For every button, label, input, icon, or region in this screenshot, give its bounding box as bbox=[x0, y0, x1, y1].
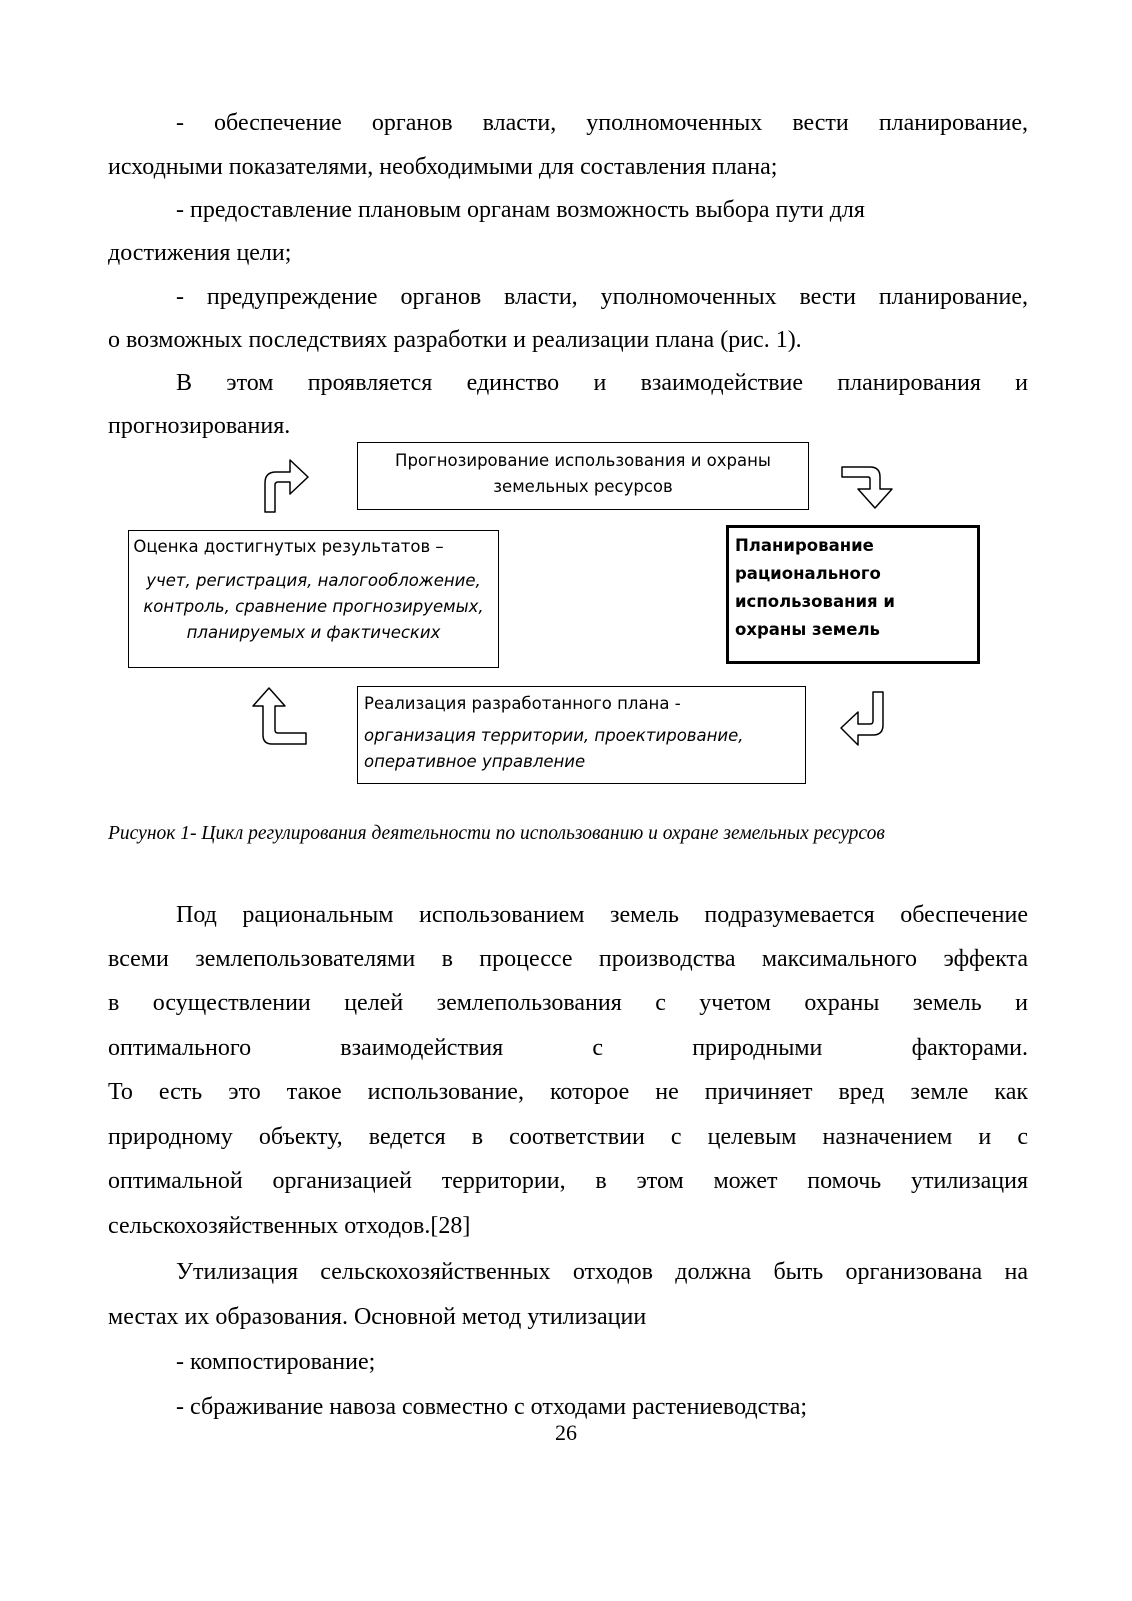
box-planning-line2: рационального bbox=[735, 564, 881, 583]
box-implementation-line2: оперативное управление bbox=[364, 752, 586, 771]
box-forecasting-line1: Прогнозирование использования и охраны bbox=[395, 451, 771, 470]
box-evaluation-line2: контроль, сравнение прогнозируемых, bbox=[143, 597, 484, 616]
list-item: - компостирование; bbox=[176, 1349, 376, 1375]
box-planning-line1: Планирование bbox=[735, 536, 874, 555]
figure-caption: Рисунок 1- Цикл регулирования деятельности по использованию и охране земельных ресурсов bbox=[108, 823, 885, 844]
turn-down-arrow-icon bbox=[840, 465, 900, 525]
paragraph-line: местах их образования. Основной метод утилизации bbox=[108, 1304, 647, 1330]
paragraph-line: сельскохозяйственных отходов.[28] bbox=[108, 1213, 471, 1239]
box-evaluation bbox=[128, 530, 499, 668]
box-evaluation-line3: планируемых и фактических bbox=[186, 623, 441, 642]
turn-up-arrow-icon bbox=[250, 686, 310, 746]
paragraph-line: То есть это такое использование, которое не причиняет вред земле как bbox=[108, 1079, 1028, 1105]
box-evaluation-title: Оценка достигнутых результатов – bbox=[133, 537, 444, 556]
box-planning-line4: охраны земель bbox=[735, 620, 880, 639]
box-planning-line3: использования и bbox=[735, 592, 895, 611]
turn-left-arrow-icon bbox=[838, 690, 898, 750]
paragraph-line: Утилизация сельскохозяйственных отходов должна быть организована на bbox=[176, 1259, 1028, 1285]
box-implementation-title: Реализация разработанного плана - bbox=[364, 694, 681, 713]
paragraph-line: В этом проявляется единство и взаимодействие планирования и bbox=[176, 370, 1028, 396]
box-forecasting-line2: земельных ресурсов bbox=[493, 477, 673, 496]
page-number: 26 bbox=[555, 1420, 577, 1445]
paragraph-line: в осуществлении целей землепользования с учетом охраны земель и bbox=[108, 990, 1028, 1016]
box-evaluation-line1: учет, регистрация, налогообложение, bbox=[146, 571, 481, 590]
paragraph-line: оптимальной организацией территории, в этом может помочь утилизация bbox=[108, 1168, 1028, 1194]
paragraph-line: всеми землепользователями в процессе производства максимального эффекта bbox=[108, 946, 1028, 972]
paragraph-line: достижения цели; bbox=[108, 240, 292, 266]
box-planning bbox=[726, 525, 980, 664]
box-forecasting bbox=[357, 442, 809, 510]
turn-right-arrow-icon bbox=[260, 455, 320, 515]
paragraph-line: - предоставление плановым органам возможность выбора пути для bbox=[176, 197, 865, 223]
paragraph-line: исходными показателями, необходимыми для составления плана; bbox=[108, 154, 778, 180]
list-item: - сбраживание навоза совместно с отходами растениеводства; bbox=[176, 1394, 808, 1420]
paragraph-line: природному объекту, ведется в соответствии с целевым назначением и с bbox=[108, 1124, 1028, 1150]
paragraph-line: оптимального взаимодействия с природными факторами. bbox=[108, 1035, 1028, 1061]
paragraph-line: - обеспечение органов власти, уполномоченных вести планирование, bbox=[176, 110, 1028, 136]
box-implementation-line1: организация территории, проектирование, bbox=[364, 726, 744, 745]
paragraph-line: - предупреждение органов власти, уполномоченных вести планирование, bbox=[176, 284, 1028, 310]
paragraph-line: Под рациональным использованием земель подразумевается обеспечение bbox=[176, 902, 1028, 928]
box-implementation bbox=[357, 686, 806, 784]
paragraph-line: о возможных последствиях разработки и реализации плана (рис. 1). bbox=[108, 327, 802, 353]
paragraph-line: прогнозирования. bbox=[108, 413, 291, 439]
